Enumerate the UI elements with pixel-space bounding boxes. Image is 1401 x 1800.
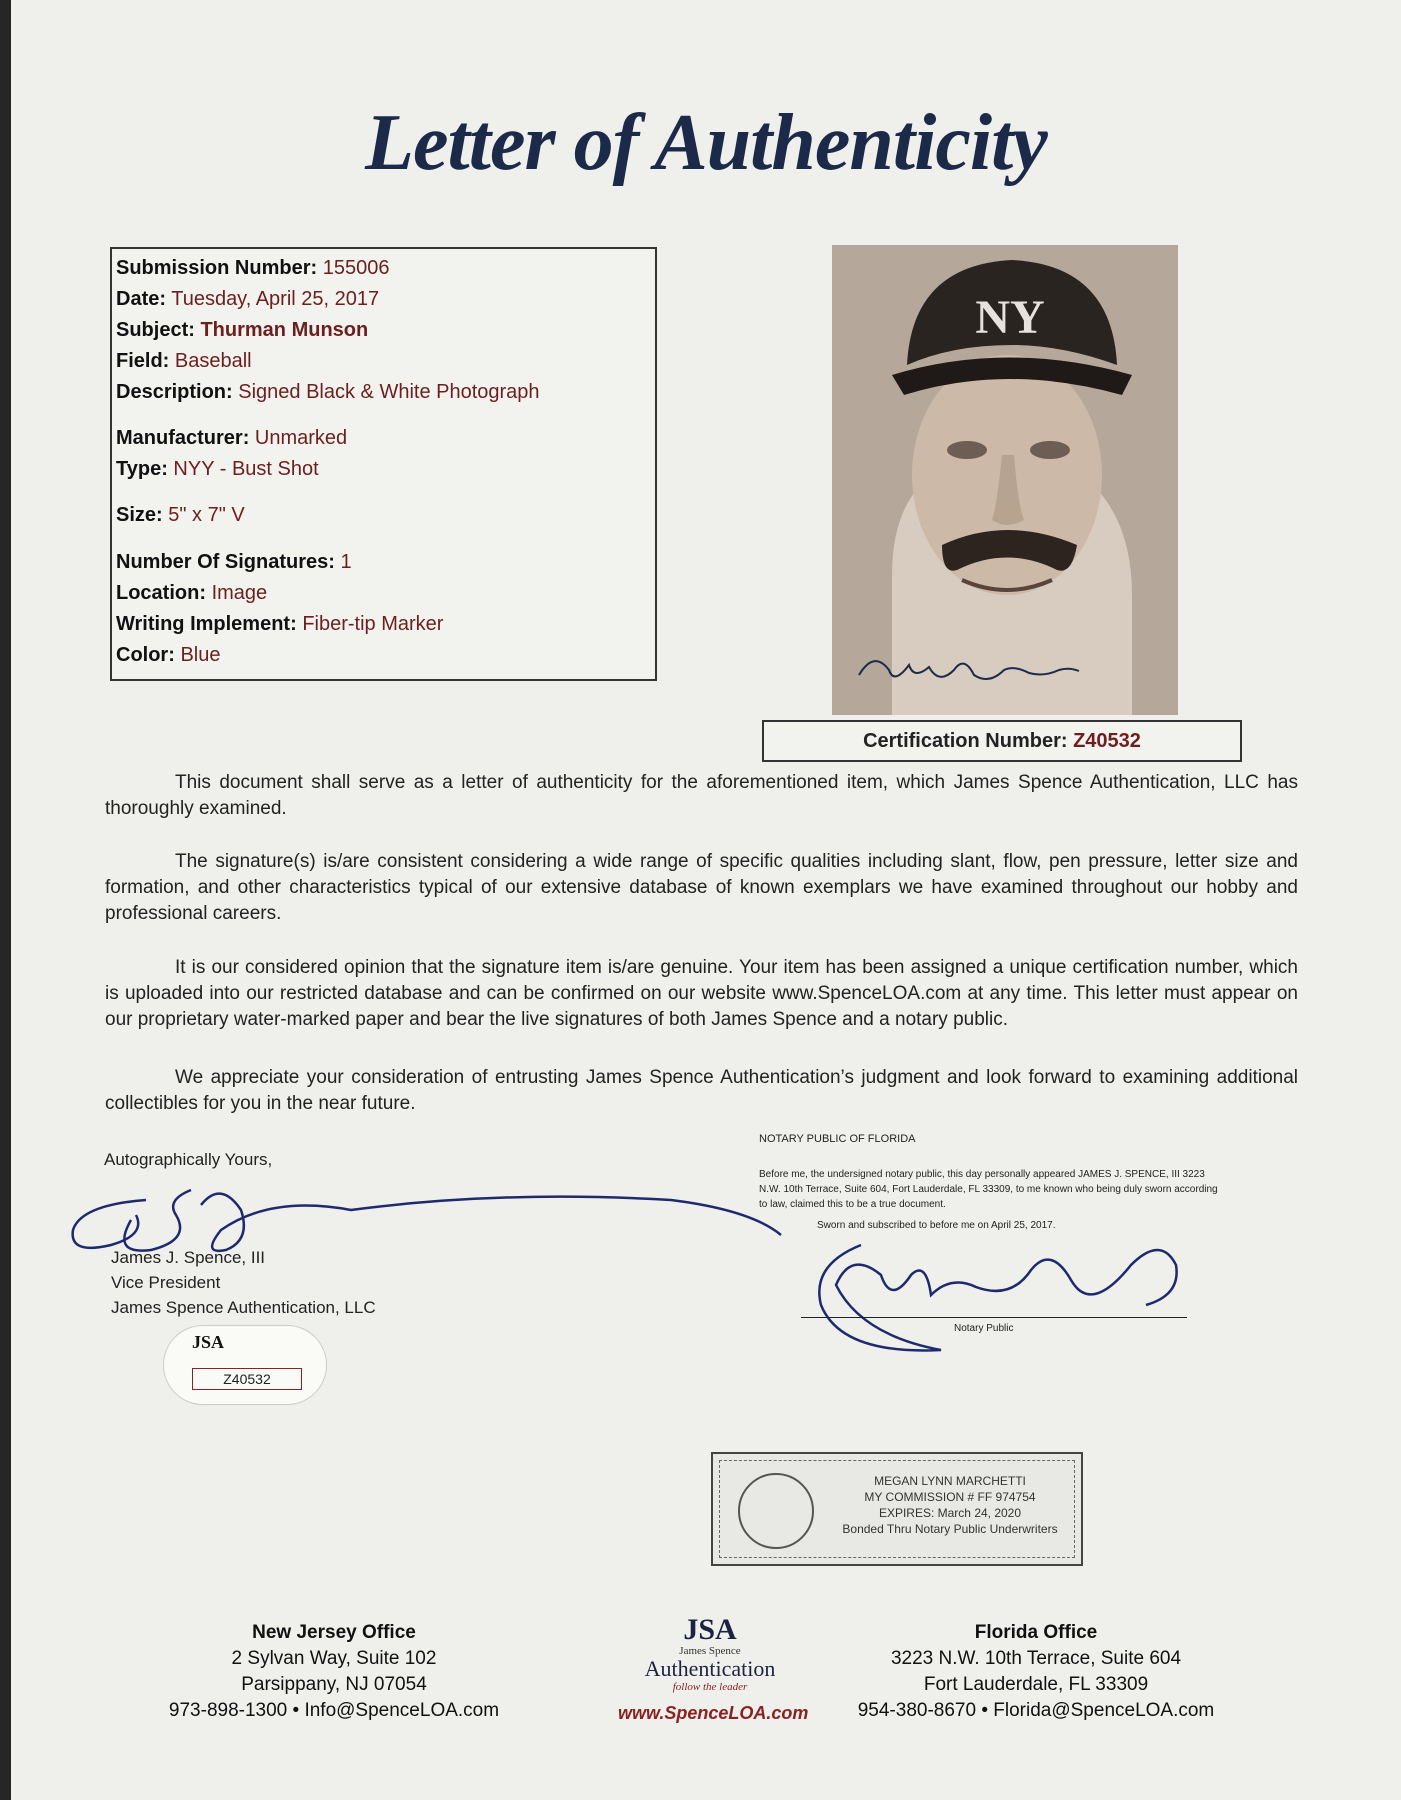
type-row: Type: NYY - Bust Shot [116, 458, 319, 480]
notary-public-label: Notary Public [954, 1323, 1014, 1334]
jsa-logo: JSA James Spence Authentication follow the leader www.SpenceLOA.com [618, 1613, 809, 1723]
sticker-number: Z40532 [192, 1368, 302, 1390]
description-row: Description: Signed Black & White Photograph [116, 381, 540, 403]
signer-company: James Spence Authentication, LLC [111, 1298, 376, 1317]
manufacturer-row: Manufacturer: Unmarked [116, 427, 348, 449]
new-jersey-office: New Jersey Office 2 Sylvan Way, Suite 102 Parsippany, NJ 07054 973-898-1300 • Info@SpenceLOA.com [168, 1622, 500, 1721]
date-row: Date: Tuesday, April 25, 2017 [116, 288, 380, 310]
signer-name: James J. Spence, III [111, 1248, 266, 1267]
field-row: Field: Baseball [116, 350, 252, 372]
website-link[interactable]: www.SpenceLOA.com [618, 1703, 809, 1723]
subject-row: Subject: Thurman Munson [116, 319, 369, 341]
notary-statement: Before me, the undersigned notary public, this day personally appeared JAMES J. SPENCE, III 3223 N.W. 10th Terrace, Suite 604, Fort Lauderdale, FL 33309, to me known who being duly sworn according to law, claimed this to be a true document. Sworn and subscribed to before me on April 25, 2017. [759, 1169, 1218, 1231]
signed-photograph [832, 245, 1178, 715]
submission-number-row: Submission Number: 155006 [116, 257, 390, 279]
letter-page [11, 0, 1401, 1800]
item-details-box [110, 247, 657, 681]
sticker-brand: JSA [192, 1332, 225, 1352]
paragraph-opinion: It is our considered opinion that the signature item is/are genuine. Your item has been assigned a unique certification number, which is uploaded into our restricted database and can be confirmed on our website www.SpenceLOA.com at any time. This letter must appear on our proprietary water-marked paper and bear the live signatures of both James Spence and a notary public. [105, 957, 1298, 1030]
location-row: Location: Image [116, 582, 268, 604]
writing-implement-row: Writing Implement: Fiber-tip Marker [116, 613, 444, 635]
notary-signature-line [801, 1317, 1187, 1318]
paragraph-appreciation: We appreciate your consideration of entrusting James Spence Authentication’s judgment and look forward to examining additional collectibles for you in the near future. [105, 1067, 1298, 1114]
notary-seal-emblem-icon [738, 1473, 814, 1549]
color-row: Color: Blue [116, 644, 221, 666]
james-spence-signature [51, 1160, 791, 1270]
notary-signature [801, 1225, 1191, 1365]
paragraph-consistency: The signature(s) is/are consistent considering a wide range of specific qualities including slant, flow, pen pressure, letter size and formation, and other characteristics typical of our extensive database of known exemplars we have examined throughout our hobby and professional careers. [105, 851, 1298, 924]
jsa-hologram-sticker [163, 1325, 327, 1405]
svg-text:NY: NY [975, 291, 1045, 344]
signature-count-row: Number Of Signatures: 1 [116, 551, 352, 573]
paragraph-intro: This document shall serve as a letter of authenticity for the aforementioned item, which James Spence Authentication, LLC has thoroughly examined. [105, 772, 1298, 819]
size-row: Size: 5" x 7" V [116, 504, 245, 526]
notary-heading: NOTARY PUBLIC OF FLORIDA [759, 1133, 916, 1145]
notary-seal-text: MEGAN LYNN MARCHETTI MY COMMISSION # FF 974754 EXPIRES: March 24, 2020 Bonded Thru Notary Public Underwriters [842, 1474, 1058, 1536]
notary-seal-stamp [711, 1452, 1083, 1566]
photo-signature [854, 645, 1084, 695]
signer-role: Vice President [111, 1273, 221, 1292]
florida-office: Florida Office 3223 N.W. 10th Terrace, Suite 604 Fort Lauderdale, FL 33309 954-380-8670 • Florida@SpenceLOA.com [857, 1622, 1215, 1721]
certification-number-box: Certification Number: Z40532 [762, 720, 1242, 762]
page-title: Letter of Authenticity [365, 99, 1047, 187]
closing-text: Autographically Yours, [104, 1150, 273, 1169]
